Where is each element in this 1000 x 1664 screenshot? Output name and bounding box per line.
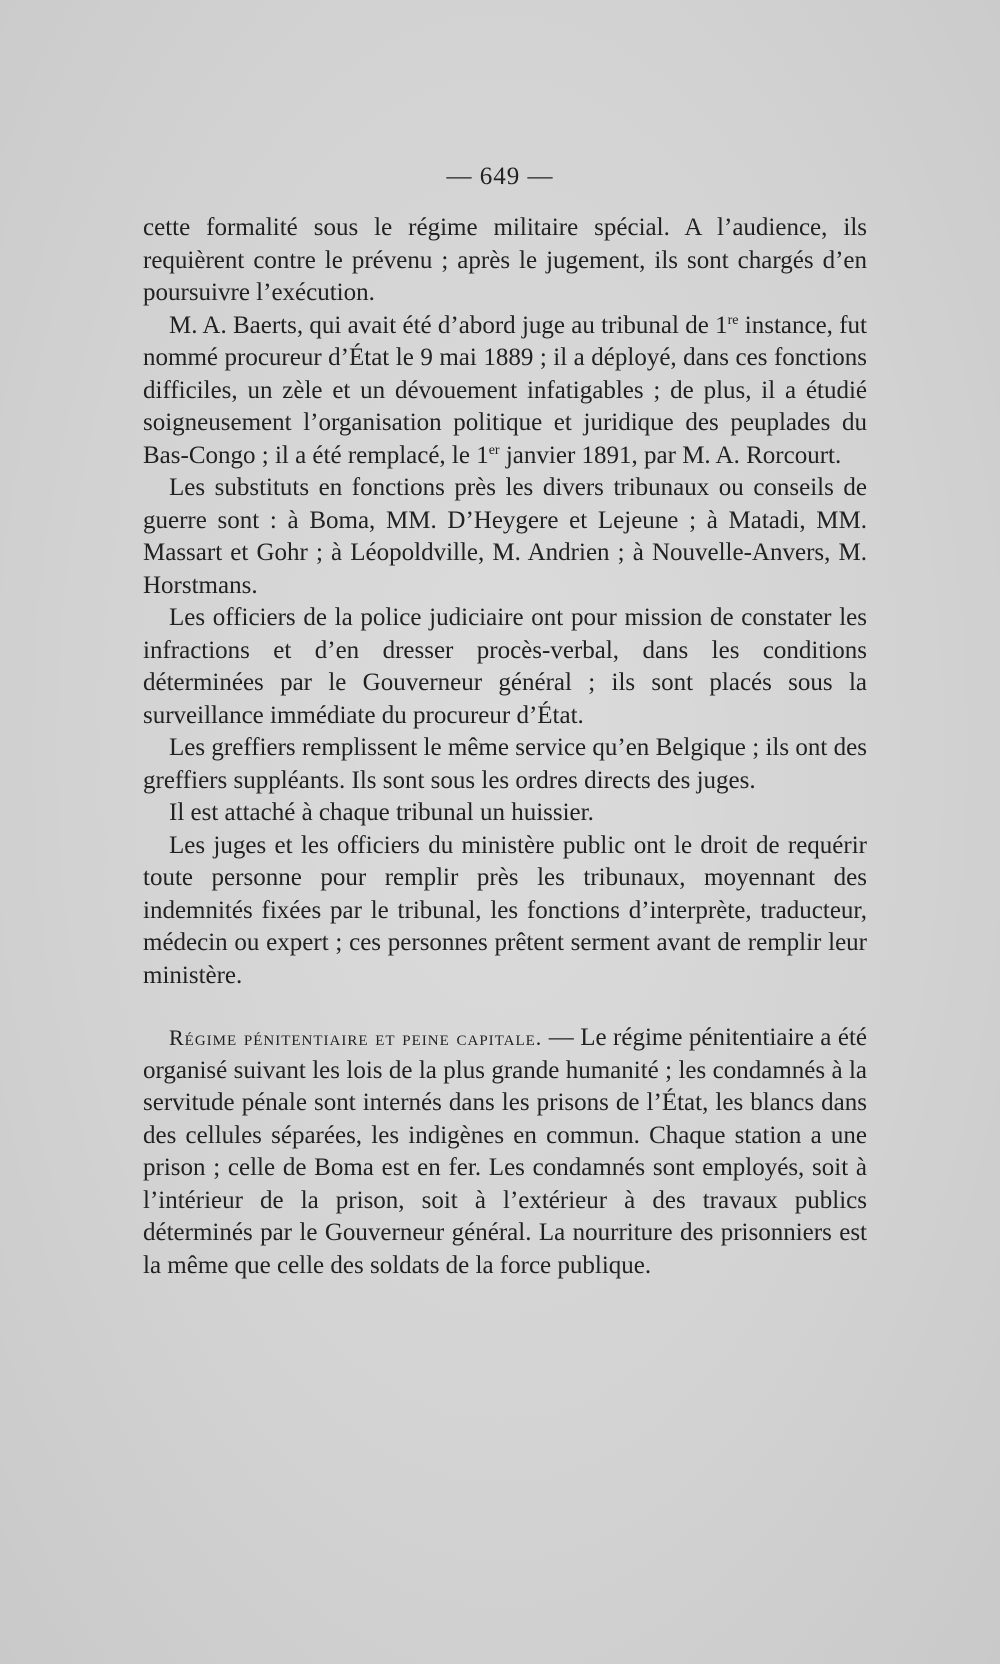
page-body bbox=[143, 212, 867, 1282]
paragraph-greffiers: Les greffiers remplissent le même service qu’en Belgique ; ils ont des greffiers suppléants. Ils sont sous les ordres directs des juges. bbox=[143, 734, 867, 794]
page-number: — 649 — bbox=[446, 163, 554, 190]
paragraph-text: instance, fut nommé procureur d’État le 9 mai 1889 ; il a déployé, dans ces fonctions difficiles, un zèle et un dévouement infatigables ; de plus, il a étudié soigneusement l’organisation politique et juridique des peuplades du Bas-Congo ; il a été remplacé, le 1 bbox=[143, 311, 867, 469]
paragraph-baerts bbox=[143, 310, 867, 473]
paragraph-text: M. A. Baerts, qui avait été d’abord juge au tribunal de 1 bbox=[169, 311, 728, 339]
paragraph-substituts: Les substituts en fonctions près les divers tribunaux ou conseils de guerre sont : à Boma, MM. D’Heygere et Lejeune ; à Matadi, MM. Massart et Gohr ; à Léopoldville, M. Andrien ; à Nouvelle-Anvers, M. Horstmans. bbox=[143, 474, 867, 599]
paragraph-continuation: cette formalité sous le régime militaire spécial. A l’audience, ils requièrent contre le prévenu ; après le jugement, ils sont chargés d’en poursuivre l’exécution. bbox=[143, 214, 867, 306]
section-text: — Le régime pénitentiaire a été organisé suivant les lois de la plus grande humanité ; les condamnés à la servitude pénale sont internés dans les prisons de l’État, les blancs dans des cellules séparées, les indigènes en commun. Chaque station a une prison ; celle de Boma est en fer. Les condamnés sont employés, soit à l’intérieur de la prison, soit à l’extérieur à des travaux publics déterminés par le Gouverneur général. La nourriture des prisonniers est la même que celle des soldats de la force publique. bbox=[143, 1024, 868, 1279]
paragraph-text: janvier 1891, par M. A. Rorcourt. bbox=[499, 441, 842, 469]
paragraph-huissier: Il est attaché à chaque tribunal un huissier. bbox=[169, 799, 594, 826]
section-heading: Régime pénitentiaire et peine capitale. bbox=[169, 1025, 543, 1050]
section-regime-penitentiaire bbox=[143, 1022, 867, 1282]
ordinal-superscript: er bbox=[488, 442, 500, 458]
ordinal-superscript: re bbox=[727, 312, 739, 328]
paragraph-juges: Les juges et les officiers du ministère public ont le droit de requérir toute personne pour remplir près les tribunaux, moyennant des indemnités fixées par le tribunal, les fonctions d’interprète, traducteur, médecin ou expert ; ces personnes prêtent serment avant de remplir leur ministère. bbox=[143, 831, 867, 989]
paragraph-police: Les officiers de la police judiciaire ont pour mission de constater les infractions et d’en dresser procès-verbal, dans les conditions déterminées par le Gouverneur général ; ils sont placés sous la surveillance immédiate du procureur d’État. bbox=[143, 604, 867, 729]
